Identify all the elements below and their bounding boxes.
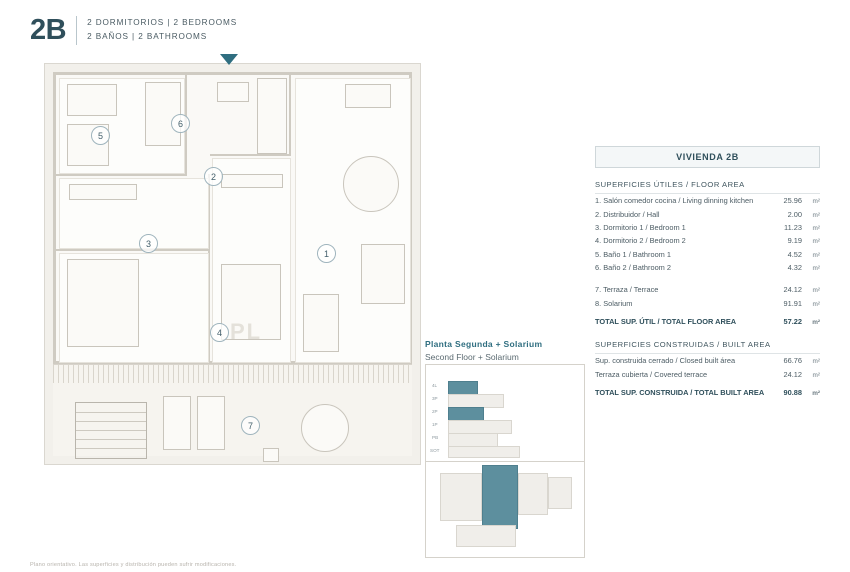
unit-bathrooms-line: 2 BAÑOS | 2 BATHROOMS: [87, 31, 208, 41]
wall-partition-d: [56, 249, 210, 251]
row-value: 25.96: [783, 196, 802, 206]
key-elevation-block-1: [448, 420, 512, 434]
furniture-stair-block: [257, 78, 287, 154]
key-axis-label-4l: 4L: [432, 383, 438, 388]
wall-partition-b: [56, 174, 187, 176]
key-axis-label-sot: SOT: [430, 448, 440, 453]
row-unit: m²: [812, 265, 820, 273]
footer-note: Plano orientativo. Las superficies y distribución pueden sufrir modificaciones.: [30, 562, 237, 568]
row-value: 4.32: [787, 263, 802, 273]
furniture-lounger-2: [197, 396, 225, 450]
furniture-kitchen-counter: [345, 84, 391, 108]
plan-caption-en: Second Floor + Solarium: [425, 351, 519, 362]
wall-partition-e: [289, 75, 291, 155]
table-row: [595, 207, 820, 220]
furniture-sideboard: [303, 294, 339, 352]
row-value: 9.19: [787, 236, 802, 246]
key-elevation-block-pb: [448, 433, 498, 447]
furniture-sofa: [361, 244, 405, 304]
key-elevation-block-sot: [448, 446, 520, 458]
room-number-1: 1: [317, 244, 336, 263]
row-label: 3. Dormitorio 1 / Bedroom 1: [595, 222, 686, 232]
total-value: 57.22: [783, 317, 802, 326]
key-elevation-block-selected: [448, 381, 478, 395]
entrance-marker-icon: [220, 54, 238, 65]
row-unit: m²: [812, 211, 820, 219]
total-value: 90.88: [783, 387, 802, 397]
key-site-block-b: [518, 473, 548, 515]
key-axis-label-3p: 3P: [432, 396, 438, 401]
row-value: 2.00: [787, 209, 802, 219]
solarium-stairs: [75, 402, 147, 459]
key-plan-divider: [426, 461, 584, 462]
areas-panel: [595, 146, 820, 399]
table-row: [595, 234, 820, 247]
furniture-closet-a: [217, 82, 249, 102]
row-label: 1. Salón comedor cocina / Living dinning kitchen: [595, 196, 754, 206]
furniture-bath-fixture: [67, 84, 117, 116]
room-number-7: 7: [241, 416, 260, 435]
key-axis-label-1p: 1P: [432, 422, 438, 427]
table-row: [595, 194, 820, 207]
furniture-wardrobe-2: [221, 174, 283, 188]
section-heading-floor-area: SUPERFICIES ÚTILES / FLOOR AREA: [595, 180, 820, 194]
room-number-3: 3: [139, 234, 158, 253]
row-value: 11.23: [784, 222, 802, 232]
furniture-lounger-1: [163, 396, 191, 450]
table-row: [595, 368, 820, 381]
furniture-bed-1: [67, 259, 139, 347]
table-row-total: [595, 381, 820, 399]
plan-caption: [425, 338, 542, 364]
unit-code: 2B: [30, 16, 77, 45]
table-row: [595, 354, 820, 367]
room-number-5: 5: [91, 126, 110, 145]
table-row: [595, 248, 820, 261]
table-row: [595, 283, 820, 296]
key-site-block-d: [456, 525, 516, 547]
room-number-4: 4: [210, 323, 229, 342]
room-number-6: 6: [171, 114, 190, 133]
furniture-terrace-stool: [263, 448, 279, 462]
watermark: PL: [230, 319, 263, 344]
key-site-block-c: [548, 477, 572, 509]
key-plan-box: [425, 364, 585, 558]
key-site-block-selected: [482, 465, 518, 529]
furniture-wardrobe-1: [69, 184, 137, 200]
row-label: Terraza cubierta / Covered terrace: [595, 369, 708, 379]
row-unit: m²: [812, 371, 820, 379]
row-unit: m²: [812, 198, 820, 206]
total-label: TOTAL SUP. ÚTIL / TOTAL FLOOR AREA: [595, 317, 737, 326]
panel-title: VIVIENDA 2B: [595, 146, 820, 168]
row-value: 4.52: [787, 249, 802, 259]
row-spacer: [595, 274, 820, 283]
row-label: 2. Distribuidor / Hall: [595, 209, 660, 219]
row-label: 6. Baño 2 / Bathroom 2: [595, 263, 672, 273]
row-unit: m²: [812, 287, 820, 295]
room-number-2: 2: [204, 167, 223, 186]
wall-left: [53, 72, 56, 364]
header: [30, 16, 237, 45]
key-axis-label-pb: PB: [432, 435, 439, 440]
key-elevation-block-3: [448, 394, 504, 408]
total-unit: m²: [812, 319, 820, 326]
row-label: 8. Solarium: [595, 298, 633, 308]
unit-bedrooms-line: 2 DORMITORIOS | 2 BEDROOMS: [87, 18, 238, 27]
furniture-terrace-table: [301, 404, 349, 452]
row-label: 4. Dormitorio 2 / Bedroom 2: [595, 236, 686, 246]
row-value: 24.12: [783, 369, 802, 379]
floorplan-drawing: [44, 63, 421, 465]
row-unit: m²: [812, 224, 820, 232]
section-floor-area: [595, 180, 820, 328]
row-unit: m²: [812, 238, 820, 246]
furniture-dining-table: [343, 156, 399, 212]
row-unit: m²: [812, 300, 820, 308]
total-label: TOTAL SUP. CONSTRUIDA / TOTAL BUILT AREA: [595, 387, 765, 397]
unit-description: [77, 16, 237, 43]
table-row: [595, 221, 820, 234]
plan-caption-es: Planta Segunda + Solarium: [425, 339, 543, 349]
section-built-area: [595, 340, 820, 399]
row-label: Sup. construida cerrado / Closed built área: [595, 356, 736, 366]
key-axis-label-2p: 2P: [432, 409, 438, 414]
row-value: 24.12: [783, 285, 802, 295]
row-unit: m²: [812, 251, 820, 259]
terrace-hatch-pattern: [53, 365, 412, 383]
section-heading-built-area: SUPERFICIES CONSTRUIDAS / BUILT AREA: [595, 340, 820, 354]
total-unit: m²: [812, 389, 820, 397]
row-value: 66.76: [783, 356, 802, 366]
key-elevation-block-2: [448, 407, 484, 421]
wall-top: [53, 72, 412, 75]
wall-partition-f: [210, 154, 291, 156]
table-row-total: [595, 310, 820, 328]
key-site-block-a: [440, 473, 482, 521]
table-row: [595, 297, 820, 310]
row-label: 7. Terraza / Terrace: [595, 285, 659, 295]
row-label: 5. Baño 1 / Bathroom 1: [595, 249, 672, 259]
row-value: 91.91: [783, 298, 802, 308]
row-unit: m²: [812, 358, 820, 366]
table-row: [595, 261, 820, 274]
